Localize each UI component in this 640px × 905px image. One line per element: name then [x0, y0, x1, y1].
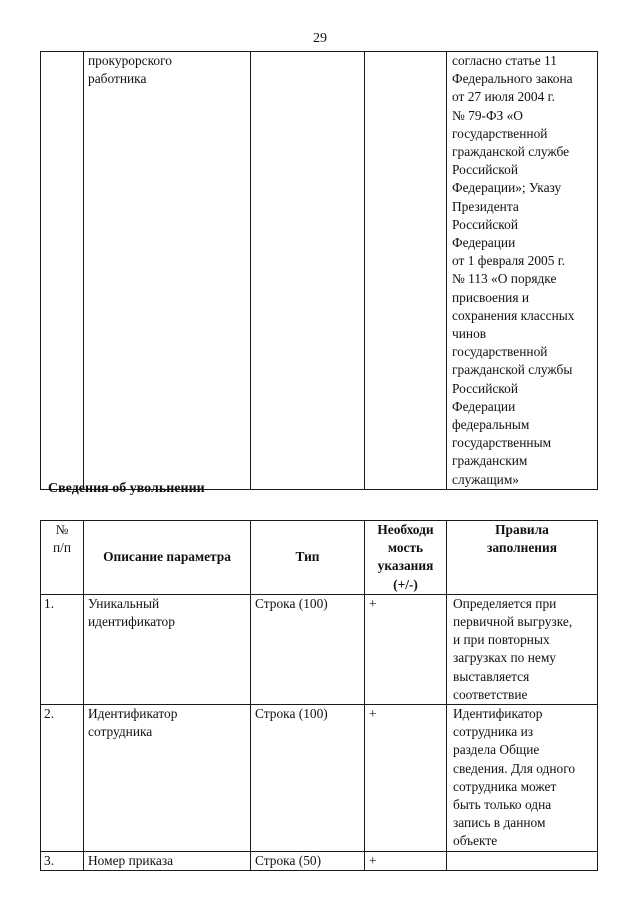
header-text: Необходи мость указания (+/-)	[377, 522, 434, 592]
header-text: № п/п	[52, 522, 72, 556]
table-cell-description	[84, 594, 251, 704]
table-cell-rules	[447, 52, 598, 490]
column-header-type	[251, 521, 365, 595]
cell-text: Определяется при первичной выгрузке, и при повторных загрузках по нему выставляется соответствие	[453, 595, 573, 702]
column-header-description	[84, 521, 251, 595]
cell-text: 3.	[44, 852, 55, 868]
cell-text: 1.	[44, 595, 55, 611]
cell-text: Строка (100)	[255, 595, 328, 611]
table-cell-required	[365, 705, 447, 852]
cell-text: 2.	[44, 706, 55, 722]
table-cell-required	[365, 851, 447, 870]
table-cell-rules	[447, 594, 598, 704]
column-header-number	[41, 521, 84, 595]
header-text: Правила заполнения	[487, 522, 557, 556]
table-cell-type	[251, 594, 365, 704]
table-row	[41, 594, 598, 704]
cell-text: Идентификатор сотрудника из раздела Общие сведения. Для одного сотрудника может быть только одна запись в данном объекте	[453, 706, 576, 849]
table-cell-number	[41, 705, 84, 852]
table-row	[41, 52, 598, 490]
cell-text: Строка (100)	[255, 706, 328, 722]
table-cell-description	[84, 705, 251, 852]
continued-table	[40, 51, 598, 490]
table-cell-type	[251, 705, 365, 852]
cell-text: +	[369, 706, 377, 722]
table-cell-required	[365, 594, 447, 704]
cell-text: Строка (50)	[255, 852, 322, 868]
column-header-required	[365, 521, 447, 595]
table-cell-description	[84, 52, 251, 490]
table-header-row	[41, 521, 598, 595]
table-cell-number	[41, 594, 84, 704]
cell-text: Номер приказа	[88, 852, 174, 868]
table-cell-number	[41, 52, 84, 490]
column-header-rules	[447, 521, 598, 595]
table-cell-description	[84, 851, 251, 870]
cell-text: +	[369, 595, 377, 611]
table-row	[41, 705, 598, 852]
header-text: Тип	[295, 549, 320, 565]
cell-text: согласно статье 11 Федерального закона от 27 июля 2004 г. № 79-ФЗ «О государственной гражданской службе Российской Федерации»; Указу Президента Российской Федерации от 1 февраля 2005 г. № 113 «О порядке присвоения и сохранения классных чинов государственной гражданской службы Российской Федерации федеральным государственным гражданским служащим»	[452, 53, 575, 487]
cell-text: прокурорского работника	[88, 53, 172, 87]
table-cell-required	[365, 52, 447, 490]
table-cell-rules	[447, 705, 598, 852]
cell-text: Уникальный идентификатор	[88, 595, 175, 630]
dismissal-table	[40, 520, 598, 871]
table-row	[41, 851, 598, 870]
table-cell-rules	[447, 851, 598, 870]
page-number: 29	[313, 31, 327, 46]
table-cell-type	[251, 851, 365, 870]
cell-text: +	[369, 852, 377, 868]
section-heading: Сведения об увольнении	[48, 481, 205, 496]
header-text: Описание параметра	[103, 549, 231, 565]
cell-text: Идентификатор сотрудника	[88, 706, 178, 740]
table-cell-number	[41, 851, 84, 870]
table-cell-type	[251, 52, 365, 490]
